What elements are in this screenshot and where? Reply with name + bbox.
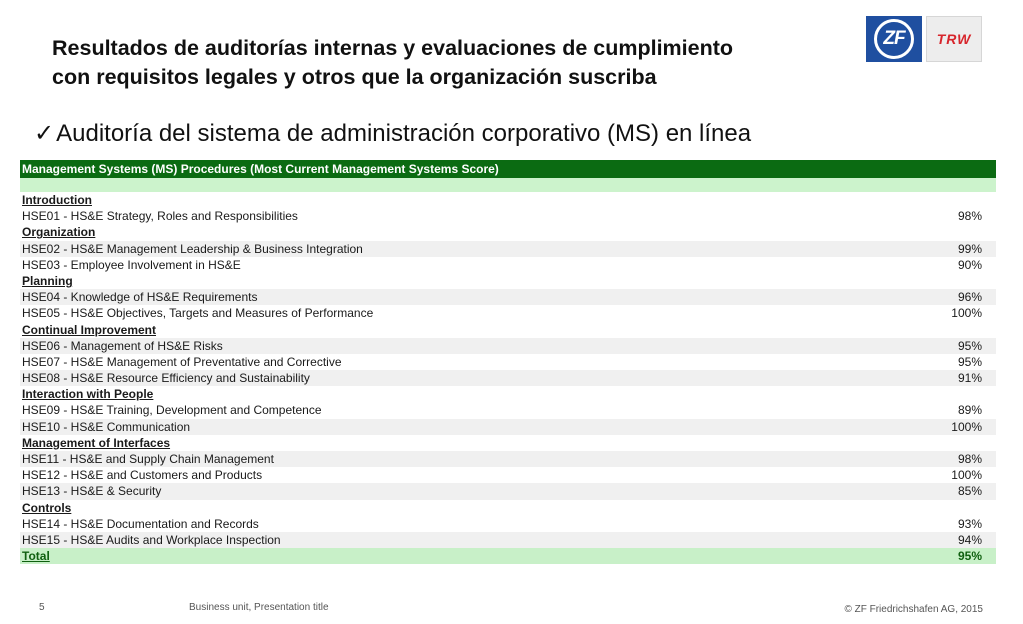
table-row	[20, 257, 996, 273]
row-label: HSE02 - HS&E Management Leadership & Business Integration	[22, 241, 363, 256]
section-heading-row	[20, 224, 996, 240]
row-label: Interaction with People	[22, 387, 154, 402]
row-score: 95%	[957, 338, 982, 353]
footer-business-unit: Business unit, Presentation title	[189, 602, 329, 613]
row-label: Continual Improvement	[22, 322, 157, 337]
row-score: 95%	[957, 549, 982, 564]
page-number: 5	[39, 602, 45, 613]
row-label: HSE01 - HS&E Strategy, Roles and Responsibilities	[22, 209, 298, 224]
row-label: Total	[22, 549, 50, 564]
subtitle-text: Auditoría del sistema de administración corporativo (MS) en línea	[56, 120, 752, 147]
table-header	[20, 160, 996, 178]
row-score: 100%	[951, 306, 982, 321]
section-heading-row	[20, 500, 996, 516]
row-label: HSE15 - HS&E Audits and Workplace Inspection	[22, 532, 281, 547]
footer-copyright: © ZF Friedrichshafen AG, 2015	[844, 604, 983, 615]
row-score: 96%	[957, 290, 982, 305]
table-row	[20, 305, 996, 321]
section-heading-row	[20, 435, 996, 451]
table-row	[20, 208, 996, 224]
table-row	[20, 338, 996, 354]
row-label: Planning	[22, 273, 73, 288]
table-row	[20, 419, 996, 435]
zf-logo	[866, 16, 922, 62]
table-row	[20, 241, 996, 257]
row-label: HSE10 - HS&E Communication	[22, 419, 191, 434]
row-score: 94%	[957, 532, 982, 547]
row-score: 90%	[957, 257, 982, 272]
table-spacer-row	[20, 178, 996, 192]
table-row	[20, 402, 996, 418]
row-label: HSE08 - HS&E Resource Efficiency and Sustainability	[22, 371, 310, 386]
row-score: 85%	[957, 484, 982, 499]
table-header-label: Management Systems (MS) Procedures (Most Current Management Systems Score)	[22, 162, 499, 176]
row-label: Organization	[22, 225, 96, 240]
row-label: HSE12 - HS&E and Customers and Products	[22, 468, 263, 483]
title-line-1: Resultados de auditorías internas y evaluaciones de cumplimiento	[52, 36, 734, 60]
section-heading-row	[20, 386, 996, 402]
row-label: HSE11 - HS&E and Supply Chain Management	[22, 452, 274, 466]
table-row	[20, 483, 996, 499]
section-heading-row	[20, 192, 996, 208]
logo-group	[866, 16, 982, 62]
checkmark-icon: ✓	[34, 120, 55, 147]
section-heading-row	[20, 322, 996, 338]
table-row	[20, 467, 996, 483]
table-row	[20, 532, 996, 548]
row-score: 98%	[957, 209, 982, 224]
row-score: 99%	[957, 241, 982, 256]
ms-procedures-table	[20, 160, 996, 564]
row-score: 91%	[957, 371, 982, 386]
trw-logo: TRW	[926, 16, 982, 62]
row-label: HSE05 - HS&E Objectives, Targets and Measures of Performance	[22, 306, 374, 321]
total-row	[20, 548, 996, 564]
row-label: HSE07 - HS&E Management of Preventative and Corrective	[22, 354, 342, 369]
table-row	[20, 289, 996, 305]
table-row	[20, 354, 996, 370]
slide-title	[52, 34, 852, 92]
title-line-2: con requisitos legales y otros que la organización suscriba	[52, 65, 657, 89]
row-score: 100%	[951, 468, 982, 483]
row-label: HSE03 - Employee Involvement in HS&E	[22, 257, 241, 272]
table-body	[20, 192, 996, 564]
row-label: HSE06 - Management of HS&E Risks	[22, 338, 223, 353]
row-label: HSE14 - HS&E Documentation and Records	[22, 516, 259, 531]
row-score: 98%	[957, 452, 982, 466]
row-label: Management of Interfaces	[22, 435, 171, 450]
slide-subtitle	[34, 118, 751, 150]
section-heading-row	[20, 273, 996, 289]
row-label: Controls	[22, 500, 72, 515]
row-score: 89%	[957, 403, 982, 418]
row-label: Introduction	[22, 193, 92, 207]
row-score: 95%	[957, 354, 982, 369]
row-label: HSE04 - Knowledge of HS&E Requirements	[22, 290, 258, 305]
row-score: 93%	[957, 516, 982, 531]
table-row	[20, 516, 996, 532]
zf-logo-mark: ZF	[874, 19, 914, 59]
table-row	[20, 370, 996, 386]
table-row	[20, 451, 996, 467]
row-label: HSE13 - HS&E & Security	[22, 484, 162, 499]
row-score: 100%	[951, 419, 982, 434]
row-label: HSE09 - HS&E Training, Development and Competence	[22, 403, 322, 418]
